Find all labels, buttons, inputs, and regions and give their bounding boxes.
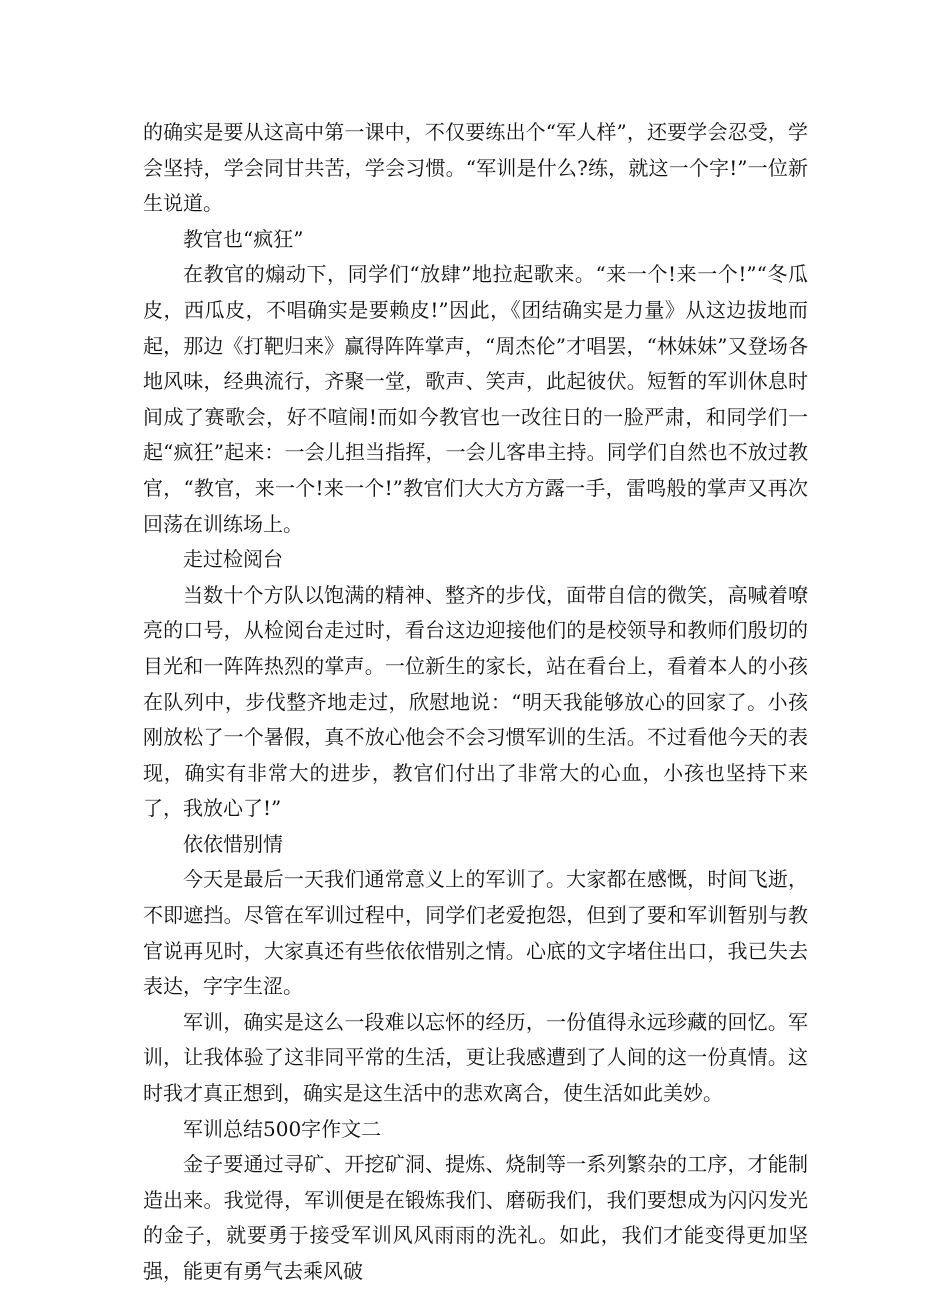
paragraph-review-stand: 当数十个方队以饱满的精神、整齐的步伐，面带自信的微笑，高喊着嘹亮的口号，从检阅台走过时，看台这边迎接他们的是校领导和教师们殷切的目光和一阵阵热烈的掌声。一位新生的家长，站在看台上，看着本人的小孩在队列中，步伐整齐地走过，欣慰地说：“明天我能够放心的回家了。小孩刚放松了一个暑假，真不放心他会不会习惯军训的生活。不过看他今天的表现，确实有非常大的进步，教官们付出了非常大的心血，小孩也坚持下来了，我放心了!” <box>143 582 808 821</box>
section-heading-instructor-crazy: 教官也“疯狂” <box>183 226 304 251</box>
paragraph-gold: 金子要通过寻矿、开挖矿洞、提炼、烧制等一系列繁杂的工序，才能制造出来。我觉得，军训便是在锻炼我们、磨砺我们，我们要想成为闪闪发光的金子，就要勇于接受军训风风雨雨的洗礼。如此，我们才能变得更加坚强，能更有勇气去乘风破 <box>143 1152 808 1283</box>
document-body <box>143 115 808 1290</box>
paragraph-continuation: 的确实是要从这高中第一课中，不仅要练出个“军人样”，还要学会忍受，学会坚持，学会同甘共苦，学会习惯。“军训是什么?练，就这一个字!”一位新生说道。 <box>143 120 808 216</box>
paragraph-memory: 军训，确实是这么一段难以忘怀的经历，一份值得永远珍藏的回忆。军训，让我体验了这非同平常的生活，更让我感遭到了人间的这一份真情。这时我才真正想到，确实是这生活中的悲欢离合，使生活如此美妙。 <box>143 1009 808 1106</box>
paragraph-last-day: 今天是最后一天我们通常意义上的军训了。大家都在感慨，时间飞逝，不即遮挡。尽管在军训过程中，同学们老爱抱怨，但到了要和军训暂别与教官说再见时，大家真还有些依依惜别之情。心底的文字堵住出口，我已失去表达，字字生涩。 <box>143 867 808 999</box>
section-heading-review-stand: 走过检阅台 <box>183 547 283 572</box>
section-heading-essay-two: 军训总结500字作文二 <box>183 1116 382 1141</box>
paragraph-singing: 在教官的煽动下，同学们“放肆”地拉起歌来。“来一个!来一个!”“冬瓜皮，西瓜皮，不唱确实是要赖皮!”因此，《团结确实是力量》从这边拔地而起，那边《打靶归来》赢得阵阵掌声，“周杰伦”才唱罢，“林妹妹”又登场各地风味，经典流行，齐聚一堂，歌声、笑声，此起彼伏。短暂的军训休息时间成了赛歌会，好不喧闹!而如今教官也一改往日的一脸严肃，和同学们一起“疯狂”起来：一会儿担当指挥，一会儿客串主持。同学们自然也不放过教官，“教官，来一个!来一个!”教官们大大方方露一手，雷鸣般的掌声又再次回荡在训练场上。 <box>143 262 808 536</box>
section-heading-farewell: 依依惜别情 <box>183 831 283 856</box>
